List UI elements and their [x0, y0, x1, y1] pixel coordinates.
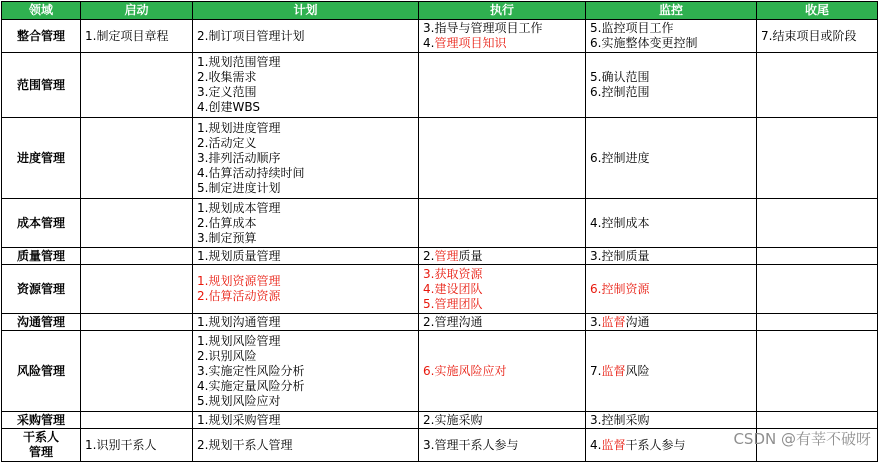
monitoring-cell	[586, 265, 757, 314]
initiating-cell	[81, 331, 193, 412]
closing-cell	[757, 199, 878, 248]
initiating-cell	[81, 248, 193, 265]
process-item	[197, 136, 414, 151]
planning-cell	[193, 265, 419, 314]
initiating-cell	[81, 265, 193, 314]
process-text: 1.规划采购管理	[197, 412, 281, 427]
process-item	[85, 29, 188, 44]
process-item	[423, 249, 581, 264]
process-item	[197, 249, 414, 264]
executing-cell	[419, 20, 586, 53]
header-monitoring: 监控	[586, 2, 757, 20]
process-text: 1.规划风险管理	[197, 333, 281, 348]
process-item	[197, 55, 414, 70]
executing-cell	[419, 53, 586, 118]
process-item	[197, 289, 414, 304]
process-item	[197, 231, 414, 246]
process-text: 4.	[590, 437, 602, 452]
closing-cell	[757, 265, 878, 314]
domain-cell	[2, 118, 81, 199]
process-item	[197, 315, 414, 330]
table-row	[2, 53, 878, 118]
domain-cell	[2, 199, 81, 248]
process-text: 6.控制范围	[590, 85, 650, 99]
process-text: 4.	[423, 36, 435, 50]
process-text: 2.收集需求	[197, 70, 257, 84]
process-item	[197, 394, 414, 409]
process-text: 3.管理干系人参与	[423, 437, 519, 452]
planning-cell	[193, 314, 419, 331]
process-text: 2.	[423, 248, 435, 263]
header-executing: 执行	[419, 2, 586, 20]
domain-label: 管理	[28, 445, 53, 459]
domain-label: 采购管理	[16, 412, 65, 427]
process-text-highlight: 2.估算活动资源	[197, 289, 281, 303]
closing-cell	[757, 412, 878, 429]
process-text-highlight: 管理	[434, 248, 459, 263]
planning-cell	[193, 248, 419, 265]
process-text: 2.实施采购	[423, 412, 483, 427]
domain-label: 进度管理	[16, 150, 65, 165]
planning-cell	[193, 412, 419, 429]
process-text: 3.定义范围	[197, 85, 257, 99]
domain-label: 范围管理	[16, 77, 65, 92]
process-text: 2.活动定义	[197, 135, 257, 150]
domain-label: 质量管理	[16, 248, 65, 263]
process-text-highlight: 6.实施风险应对	[423, 363, 507, 378]
process-text: 1.制定项目章程	[85, 28, 169, 43]
monitoring-cell	[586, 118, 757, 199]
process-text: 4.估算活动持续时间	[197, 165, 305, 180]
process-item	[423, 267, 581, 282]
domain-label: 风险管理	[16, 363, 65, 378]
closing-cell	[757, 331, 878, 412]
process-text: 5.制定进度计划	[197, 180, 281, 195]
process-text: 3.控制质量	[590, 248, 650, 263]
table-row	[2, 248, 878, 265]
header-closing: 收尾	[757, 2, 878, 20]
table-body	[2, 20, 878, 462]
process-item	[197, 274, 414, 289]
process-item	[423, 21, 581, 36]
domain-cell	[2, 429, 81, 462]
table-row	[2, 265, 878, 314]
executing-cell	[419, 248, 586, 265]
header-domain: 领域	[2, 2, 81, 20]
process-text-highlight: 3.获取资源	[423, 266, 483, 281]
process-text-highlight: 1.规划资源管理	[197, 274, 281, 288]
planning-cell	[193, 199, 419, 248]
table-row	[2, 412, 878, 429]
domain-cell	[2, 248, 81, 265]
process-item	[423, 36, 581, 51]
process-item	[197, 100, 414, 115]
domain-cell	[2, 20, 81, 53]
domain-label: 沟通管理	[16, 314, 65, 329]
process-text: 3.实施定性风险分析	[197, 363, 305, 378]
initiating-cell	[81, 53, 193, 118]
table-row	[2, 20, 878, 53]
closing-cell	[757, 20, 878, 53]
process-groups-table	[1, 1, 878, 462]
process-text-highlight: 5.管理团队	[423, 296, 483, 311]
header-initiating: 启动	[81, 2, 193, 20]
domain-cell	[2, 412, 81, 429]
process-item	[590, 21, 752, 36]
monitoring-cell	[586, 331, 757, 412]
process-text: 4.控制成本	[590, 215, 650, 230]
process-item	[423, 413, 581, 428]
process-text: 3.控制采购	[590, 412, 650, 427]
initiating-cell	[81, 412, 193, 429]
process-text: 风险	[625, 363, 650, 378]
process-text: 2.制订项目管理计划	[197, 28, 305, 43]
process-item	[423, 315, 581, 330]
process-text: 沟通	[625, 314, 650, 329]
process-item	[423, 438, 581, 453]
process-item	[197, 201, 414, 216]
process-text: 4.创建WBS	[197, 100, 260, 114]
process-item	[590, 249, 752, 264]
process-text: 6.实施整体变更控制	[590, 36, 698, 50]
process-text: 1.规划范围管理	[197, 55, 281, 69]
process-text: 7.结束项目或阶段	[761, 28, 857, 43]
process-item	[197, 216, 414, 231]
process-text: 7.	[590, 363, 602, 378]
process-item	[590, 315, 752, 330]
process-item	[85, 438, 188, 453]
planning-cell	[193, 20, 419, 53]
monitoring-cell	[586, 412, 757, 429]
domain-label: 整合管理	[16, 28, 65, 43]
initiating-cell	[81, 314, 193, 331]
process-item	[197, 334, 414, 349]
executing-cell	[419, 429, 586, 462]
monitoring-cell	[586, 20, 757, 53]
process-text: 1.识别干系人	[85, 437, 157, 452]
closing-cell	[757, 314, 878, 331]
planning-cell	[193, 429, 419, 462]
executing-cell	[419, 314, 586, 331]
table-row	[2, 314, 878, 331]
process-item	[197, 70, 414, 85]
process-item	[423, 282, 581, 297]
process-text-highlight: 4.建设团队	[423, 281, 483, 296]
process-item	[590, 413, 752, 428]
process-text: 6.控制进度	[590, 150, 650, 165]
process-text: 3.排列活动顺序	[197, 150, 281, 165]
process-text: 3.	[590, 314, 602, 329]
executing-cell	[419, 412, 586, 429]
process-item	[197, 166, 414, 181]
planning-cell	[193, 53, 419, 118]
domain-cell	[2, 314, 81, 331]
process-item	[197, 121, 414, 136]
monitoring-cell	[586, 199, 757, 248]
domain-label: 资源管理	[16, 281, 65, 296]
process-item	[197, 364, 414, 379]
planning-cell	[193, 331, 419, 412]
process-text: 质量	[458, 248, 483, 263]
initiating-cell	[81, 20, 193, 53]
process-item	[197, 181, 414, 196]
domain-cell	[2, 331, 81, 412]
process-text: 4.实施定量风险分析	[197, 378, 305, 393]
executing-cell	[419, 331, 586, 412]
process-item	[197, 29, 414, 44]
process-text: 2.规划干系人管理	[197, 437, 293, 452]
executing-cell	[419, 199, 586, 248]
watermark: CSDN @有莘不破呀	[733, 430, 871, 448]
process-text: 5.监控项目工作	[590, 21, 674, 35]
process-text-highlight: 6.控制资源	[590, 281, 650, 296]
process-item	[197, 85, 414, 100]
process-text: 5.确认范围	[590, 70, 650, 84]
table-row	[2, 331, 878, 412]
process-text: 1.规划进度管理	[197, 120, 281, 135]
process-item	[197, 379, 414, 394]
initiating-cell	[81, 118, 193, 199]
process-text: 1.规划质量管理	[197, 248, 281, 263]
closing-cell	[757, 118, 878, 199]
closing-cell	[757, 53, 878, 118]
process-text-highlight: 监督	[601, 363, 626, 378]
planning-cell	[193, 118, 419, 199]
monitoring-cell	[586, 314, 757, 331]
initiating-cell	[81, 429, 193, 462]
monitoring-cell	[586, 248, 757, 265]
process-text: 5.规划风险应对	[197, 393, 281, 408]
process-text-highlight: 监督	[601, 437, 626, 452]
process-text: 1.规划成本管理	[197, 200, 281, 215]
process-item	[590, 36, 752, 51]
process-item	[197, 438, 414, 453]
process-item	[423, 364, 581, 379]
process-text: 3.指导与管理项目工作	[423, 21, 543, 35]
domain-cell	[2, 265, 81, 314]
process-item	[590, 85, 752, 100]
process-item	[590, 438, 752, 453]
process-text-highlight: 监督	[601, 314, 626, 329]
executing-cell	[419, 265, 586, 314]
initiating-cell	[81, 199, 193, 248]
process-text: 2.估算成本	[197, 215, 257, 230]
table-row	[2, 199, 878, 248]
process-item	[590, 70, 752, 85]
domain-cell	[2, 53, 81, 118]
process-item	[197, 413, 414, 428]
process-item	[197, 151, 414, 166]
header-planning: 计划	[193, 2, 419, 20]
process-text-highlight: 管理项目知识	[434, 36, 507, 50]
process-text: 3.制定预算	[197, 230, 257, 245]
process-item	[423, 297, 581, 312]
process-item	[197, 349, 414, 364]
monitoring-cell	[586, 53, 757, 118]
table-row	[2, 118, 878, 199]
domain-label: 干系人	[22, 430, 59, 444]
header-row	[2, 2, 878, 20]
closing-cell	[757, 248, 878, 265]
process-item	[761, 29, 873, 44]
process-item	[590, 151, 752, 166]
process-item	[590, 282, 752, 297]
process-item	[590, 364, 752, 379]
executing-cell	[419, 118, 586, 199]
process-text: 1.规划沟通管理	[197, 314, 281, 329]
process-text: 2.识别风险	[197, 348, 257, 363]
process-item	[590, 216, 752, 231]
process-text: 2.管理沟通	[423, 314, 483, 329]
process-text: 干系人参与	[625, 437, 686, 452]
monitoring-cell	[586, 429, 757, 462]
domain-label: 成本管理	[16, 215, 65, 230]
